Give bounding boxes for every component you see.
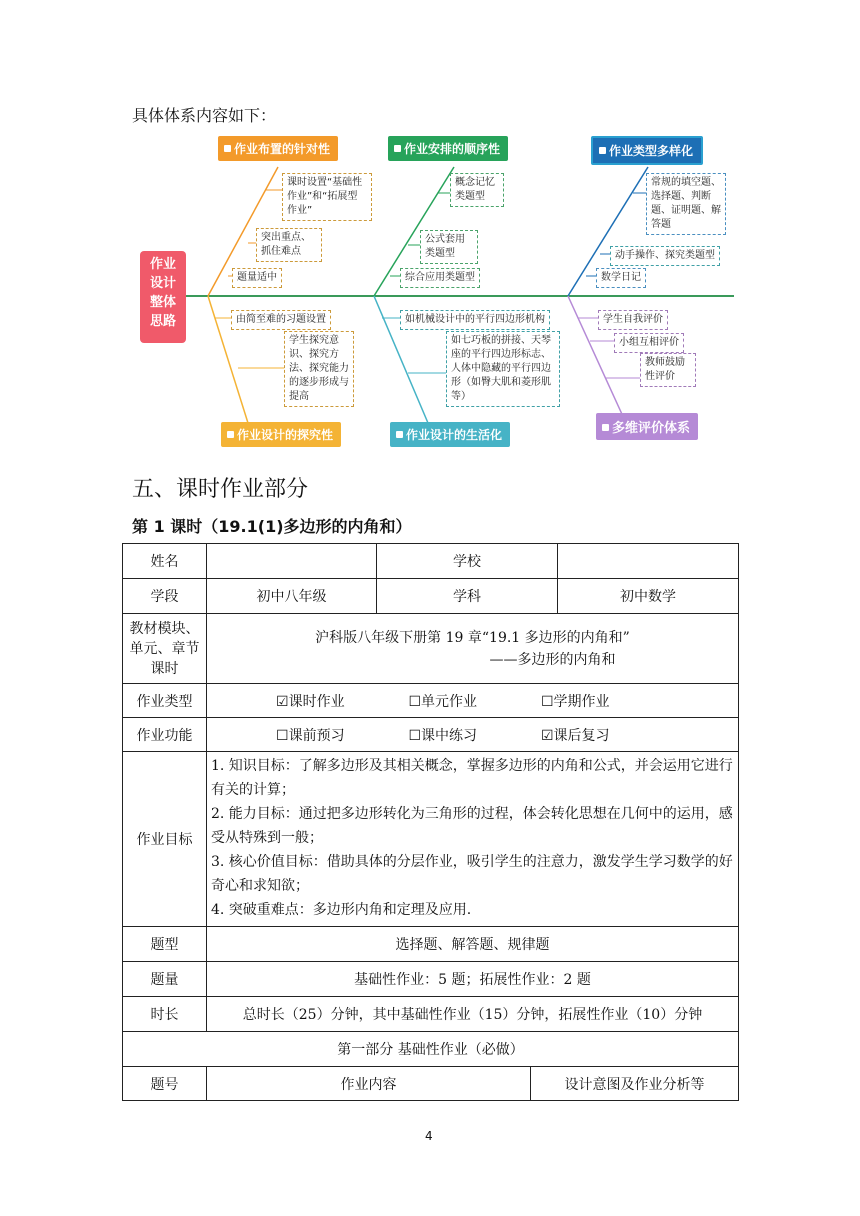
table-row bbox=[123, 962, 739, 997]
item-v3: 数学日记 bbox=[596, 268, 646, 288]
item-v2: 动手操作、探究类题型 bbox=[610, 246, 720, 266]
type-label: 作业类型 bbox=[123, 684, 207, 718]
page-number: 4 bbox=[425, 1129, 433, 1143]
subject-value: 初中数学 bbox=[558, 579, 739, 614]
goal-label: 作业目标 bbox=[123, 752, 207, 927]
category-label: 作业安排的顺序性 bbox=[404, 142, 501, 156]
stage-value: 初中八年级 bbox=[207, 579, 377, 614]
type-option-term[interactable]: ☐学期作业 bbox=[540, 693, 610, 710]
category-order bbox=[388, 136, 508, 161]
root-line-3: 整体 bbox=[149, 295, 176, 310]
module-label: 教材模块、单元、章节课时 bbox=[123, 614, 207, 684]
function-option-review[interactable]: ☑课后复习 bbox=[540, 727, 610, 744]
name-value[interactable] bbox=[207, 544, 377, 579]
item-l1: 如机械设计中的平行四边形机构 bbox=[400, 310, 550, 330]
goal-item: 2. 能力目标：通过把多边形转化为三角形的过程，体会转化思想在几何中的运用，感受从特殊到一般； bbox=[211, 806, 733, 846]
item-e2: 学生探究意识、探究方法、探究能力的逐步形成与提高 bbox=[284, 331, 354, 407]
module-line-1: 沪科版八年级下册第 19 章“19.1 多边形的内角和” bbox=[315, 629, 630, 646]
item-t1: 课时设置“基础性作业”和“拓展型作业” bbox=[282, 173, 372, 221]
fishbone-lines bbox=[138, 133, 734, 454]
category-variety bbox=[591, 136, 703, 165]
category-evaluation bbox=[596, 413, 698, 440]
leaf-icon bbox=[396, 431, 403, 438]
table-row bbox=[123, 579, 739, 614]
category-label: 作业设计的生活化 bbox=[406, 428, 503, 442]
item-p1: 学生自我评价 bbox=[598, 310, 668, 330]
table-row bbox=[123, 544, 739, 579]
category-label: 作业类型多样化 bbox=[609, 144, 694, 158]
col-header-no: 题号 bbox=[123, 1067, 207, 1101]
function-option-preview[interactable]: ☐课前预习 bbox=[276, 727, 345, 744]
item-t2: 突出重点、抓住难点 bbox=[256, 228, 322, 262]
subject-label: 学科 bbox=[377, 579, 558, 614]
table-row bbox=[123, 927, 739, 962]
item-t3: 题量适中 bbox=[232, 268, 282, 288]
category-exploratory bbox=[221, 422, 341, 447]
function-options bbox=[207, 718, 739, 752]
root-line-2: 设计 bbox=[149, 276, 176, 291]
table-row bbox=[123, 1032, 739, 1067]
qcount-value: 基础性作业：5 题；拓展性作业：2 题 bbox=[207, 962, 739, 997]
school-value[interactable] bbox=[558, 544, 739, 579]
root-line-4: 思路 bbox=[149, 314, 176, 329]
stage-label: 学段 bbox=[123, 579, 207, 614]
goal-item: 4. 突破重难点：多边形内角和定理及应用. bbox=[211, 902, 472, 918]
item-o1: 概念记忆类题型 bbox=[450, 173, 504, 207]
section-title: 五、课时作业部分 bbox=[132, 477, 309, 502]
table-row bbox=[123, 718, 739, 752]
col-header-design: 设计意图及作业分析等 bbox=[531, 1067, 739, 1101]
module-line-2: ——多边形的内角和 bbox=[489, 651, 616, 668]
duration-label: 时长 bbox=[123, 997, 207, 1032]
function-label: 作业功能 bbox=[123, 718, 207, 752]
leaf-icon bbox=[602, 424, 609, 431]
item-p3: 教师鼓励性评价 bbox=[640, 353, 696, 387]
part1-title: 第一部分 基础性作业（必做） bbox=[123, 1032, 739, 1067]
homework-table bbox=[122, 543, 739, 1101]
item-o3: 综合应用类题型 bbox=[400, 268, 480, 288]
leaf-icon bbox=[599, 147, 606, 154]
item-p2: 小组互相评价 bbox=[614, 333, 684, 353]
item-v1: 常规的填空题、选择题、判断题、证明题、解答题 bbox=[646, 173, 726, 235]
category-targeted bbox=[218, 136, 338, 161]
leaf-icon bbox=[224, 145, 231, 152]
type-option-lesson[interactable]: ☑课时作业 bbox=[276, 693, 345, 710]
leaf-icon bbox=[227, 431, 234, 438]
item-l2: 如七巧板的拼接、天琴座的平行四边形标志、人体中隐藏的平行四边形（如臀大肌和菱形肌等） bbox=[446, 331, 560, 407]
school-label: 学校 bbox=[377, 544, 558, 579]
goal-item: 1. 知识目标：了解多边形及其相关概念，掌握多边形的内角和公式，并会运用它进行有关的计算； bbox=[211, 758, 733, 798]
goal-item: 3. 核心价值目标：借助具体的分层作业，吸引学生的注意力，激发学生学习数学的好奇心和求知欲； bbox=[211, 854, 733, 894]
item-e1: 由简至难的习题设置 bbox=[231, 310, 331, 330]
root-line-1: 作业 bbox=[149, 257, 176, 272]
root-node bbox=[140, 251, 186, 343]
table-row bbox=[123, 752, 739, 927]
category-life bbox=[390, 422, 510, 447]
table-row bbox=[123, 684, 739, 718]
name-label: 姓名 bbox=[123, 544, 207, 579]
type-option-unit[interactable]: ☐单元作业 bbox=[408, 693, 478, 710]
type-options bbox=[207, 684, 739, 718]
leaf-icon bbox=[394, 145, 401, 152]
col-header-content: 作业内容 bbox=[207, 1067, 531, 1101]
qtype-value: 选择题、解答题、规律题 bbox=[207, 927, 739, 962]
lesson-title: 第 1 课时（19.1(1)多边形的内角和） bbox=[132, 517, 412, 536]
duration-value: 总时长（25）分钟，其中基础性作业（15）分钟，拓展性作业（10）分钟 bbox=[207, 997, 739, 1032]
intro-text: 具体体系内容如下： bbox=[132, 106, 277, 125]
fishbone-diagram bbox=[138, 133, 734, 454]
table-row bbox=[123, 1067, 739, 1101]
qcount-label: 题量 bbox=[123, 962, 207, 997]
category-label: 作业布置的针对性 bbox=[234, 142, 331, 156]
goal-list bbox=[207, 752, 739, 927]
table-row bbox=[123, 614, 739, 684]
qtype-label: 题型 bbox=[123, 927, 207, 962]
table-row bbox=[123, 997, 739, 1032]
category-label: 多维评价体系 bbox=[612, 421, 691, 436]
module-value bbox=[207, 614, 739, 684]
function-option-practice[interactable]: ☐课中练习 bbox=[408, 727, 478, 744]
category-label: 作业设计的探究性 bbox=[237, 428, 334, 442]
item-o2: 公式套用类题型 bbox=[420, 230, 478, 264]
